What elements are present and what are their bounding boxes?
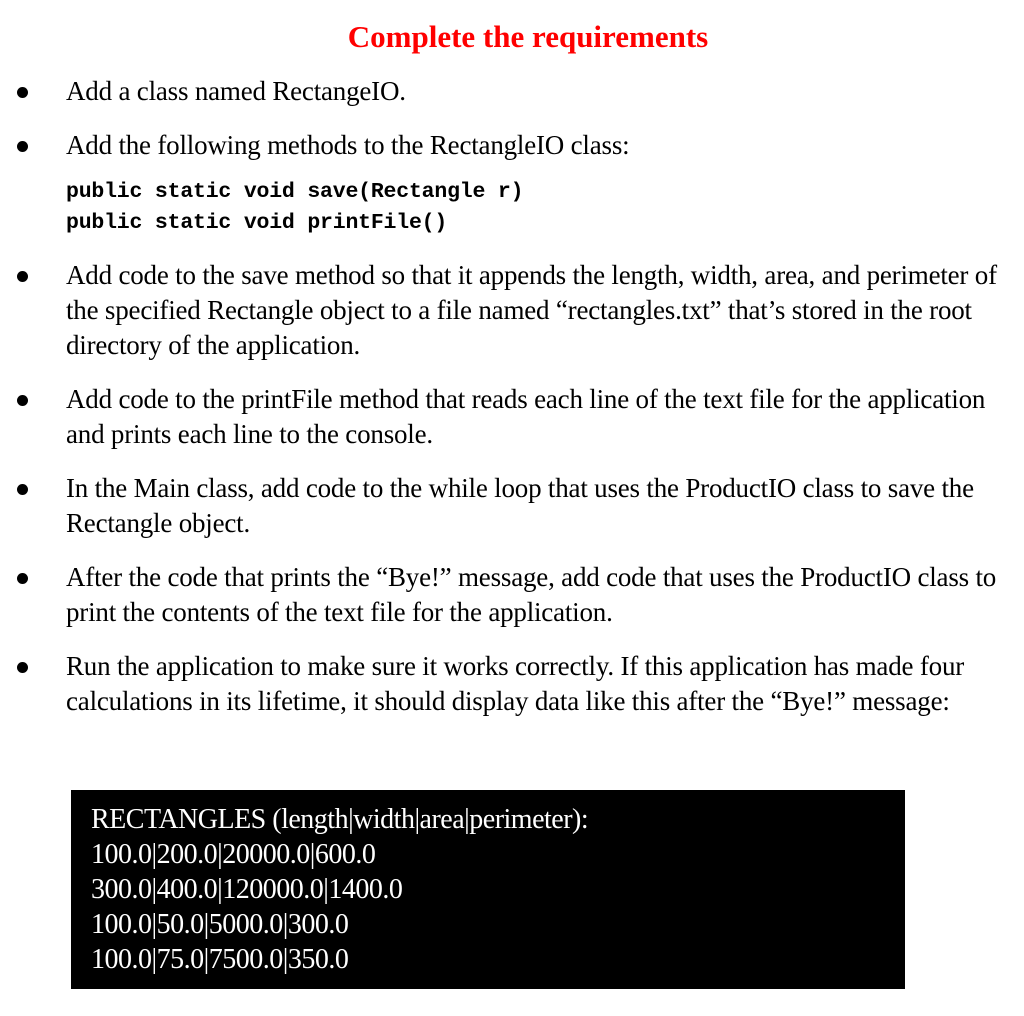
method-signatures [66, 177, 1010, 239]
list-item-text: Add the following methods to the RectangleIO class: [66, 130, 630, 160]
list-item [0, 560, 1024, 630]
console-line: RECTANGLES (length|width|area|perimeter): [91, 804, 589, 835]
list-item-text: Add a class named RectangeIO. [66, 76, 406, 106]
code-line: public static void printFile() [66, 211, 448, 235]
page-title: Complete the requirements [347, 19, 709, 54]
console-line: 100.0|200.0|20000.0|600.0 [91, 839, 376, 870]
bullet-icon [17, 87, 28, 98]
console-output [71, 790, 905, 989]
list-item-text: After the code that prints the “Bye!” message, add code that uses the ProductIO class to print the contents of the text file for the application. [66, 562, 997, 627]
bullet-icon [17, 484, 28, 495]
list-item-text: Run the application to make sure it works correctly. If this application has made four calculations in its lifetime, it should display data like this after the “Bye!” message: [66, 651, 965, 716]
list-item [0, 649, 1024, 719]
bullet-icon [17, 271, 28, 282]
list-item [0, 74, 1024, 109]
list-item-text: In the Main class, add code to the while loop that uses the ProductIO class to save the Rectangle object. [66, 473, 974, 538]
requirements-list [0, 74, 1024, 738]
code-line: public static void save(Rectangle r) [66, 180, 524, 204]
list-item [0, 382, 1024, 452]
console-line: 100.0|50.0|5000.0|300.0 [91, 909, 349, 940]
list-item-text: Add code to the save method so that it appends the length, width, area, and perimeter of the specified Rectangle object to a file named “rectangles.txt” that’s stored in the root directory of the application. [66, 260, 997, 360]
bullet-icon [17, 395, 28, 406]
list-item [0, 128, 1024, 239]
bullet-icon [17, 573, 28, 584]
list-item [0, 471, 1024, 541]
console-line: 300.0|400.0|120000.0|1400.0 [91, 874, 403, 905]
bullet-icon [17, 662, 28, 673]
bullet-icon [17, 141, 28, 152]
console-line: 100.0|75.0|7500.0|350.0 [91, 944, 349, 975]
list-item [0, 258, 1024, 363]
list-item-text: Add code to the printFile method that reads each line of the text file for the application and prints each line to the console. [66, 384, 986, 449]
